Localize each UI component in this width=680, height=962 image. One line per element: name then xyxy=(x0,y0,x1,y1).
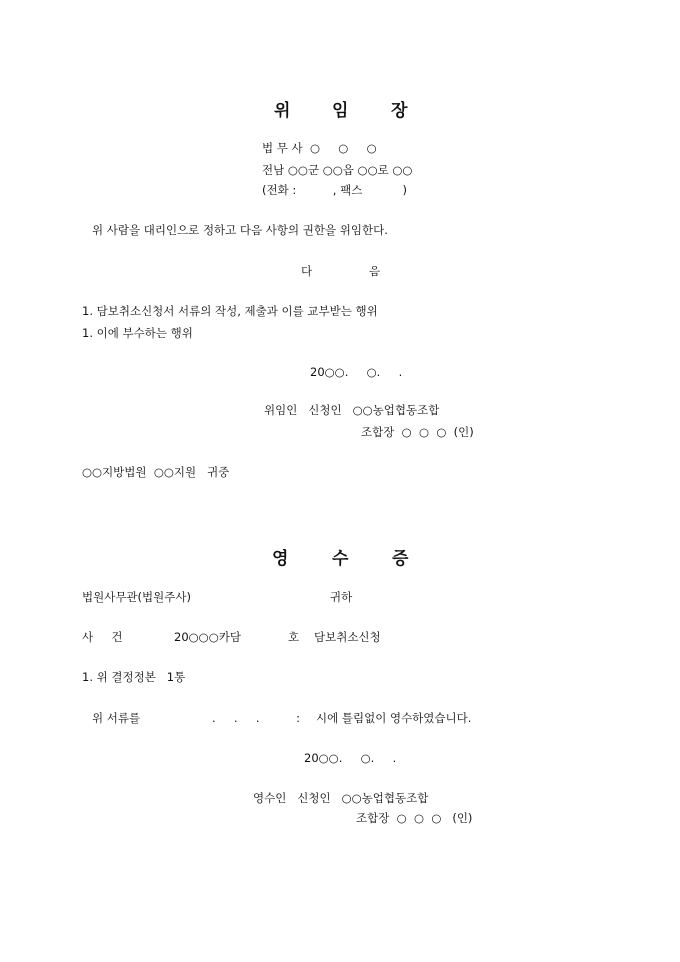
poa-heading-char-1: 다 xyxy=(301,264,313,278)
receipt-date: 20○○. ○. . xyxy=(304,751,397,765)
poa-date: 20○○. ○. . xyxy=(310,365,403,379)
poa-title-char-1: 위 xyxy=(274,101,291,121)
grantor-line-1: 위임인 신청인 ○○농업협동조합 xyxy=(264,403,440,417)
receiver-line-1: 영수인 신청인 ○○농업협동조합 xyxy=(253,791,429,805)
receiver-line-2: 조합장 ○ ○ ○ (인) xyxy=(356,811,473,825)
receipt-item: 1. 위 결정정본 1통 xyxy=(82,670,186,684)
grantor-line-2: 조합장 ○ ○ ○ (인) xyxy=(361,425,474,439)
receipt-statement-left: 위 서류를 xyxy=(92,711,141,725)
case-label: 사 건 xyxy=(82,630,123,644)
receipt-title-char-2: 수 xyxy=(332,549,349,569)
case-suffix: 호 xyxy=(288,630,300,644)
receipt-title-char-1: 영 xyxy=(272,549,289,569)
agent-contact-line: (전화 : , 팩스 ) xyxy=(262,183,408,197)
agent-address-line: 전남 ○○군 ○○읍 ○○로 ○○ xyxy=(262,163,413,177)
poa-title-char-2: 임 xyxy=(332,101,349,121)
case-name: 담보취소신청 xyxy=(314,630,381,644)
receipt-recipient: 법원사무관(법원주사) xyxy=(82,590,191,604)
poa-heading-char-2: 음 xyxy=(369,264,381,278)
agent-name-line: 법 무 사 ○ ○ ○ xyxy=(262,141,377,155)
poa-statement: 위 사람을 대리인으로 정하고 다음 사항의 권한을 위임한다. xyxy=(92,223,388,237)
poa-item-2: 1. 이에 부수하는 행위 xyxy=(82,326,193,340)
poa-addressee: ○○지방법원 ○○지원 귀중 xyxy=(82,465,230,479)
poa-title-char-3: 장 xyxy=(391,101,408,121)
case-number: 20○○○카담 xyxy=(174,630,241,644)
receipt-statement-dots: . . . : xyxy=(212,711,300,725)
receipt-title-char-3: 증 xyxy=(392,549,409,569)
receipt-recipient-honorific: 귀하 xyxy=(330,590,353,604)
poa-item-1: 1. 담보취소신청서 서류의 작성, 제출과 이를 교부받는 행위 xyxy=(82,304,378,318)
receipt-statement-right: 시에 틀림없이 영수하였습니다. xyxy=(316,711,472,725)
